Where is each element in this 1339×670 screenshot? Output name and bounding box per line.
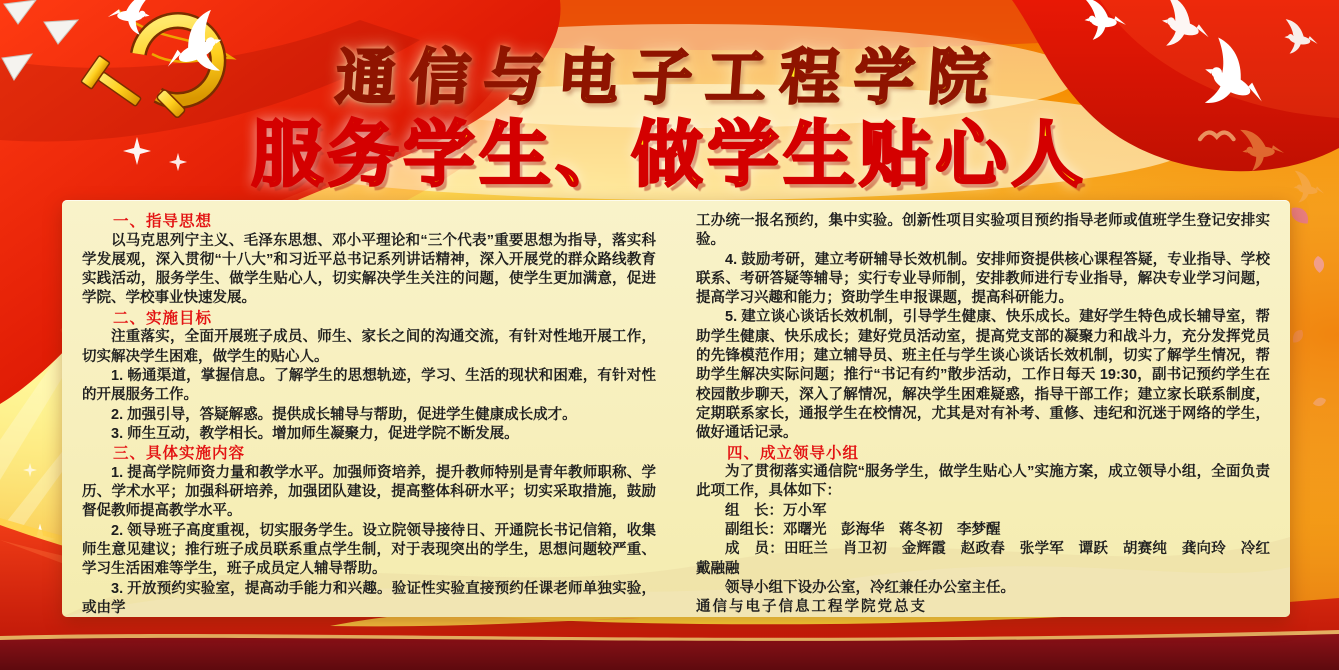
paragraph: 注重落实，全面开展班子成员、师生、家长之间的沟通交流，有针对性地开展工作，切实解决学生困难，做学生的贴心人。 [82, 329, 656, 365]
list-item: 3. 师生互动，教学相长。增加师生凝聚力，促进学院不断发展。 [111, 425, 519, 442]
signature: 通信与电子信息工程学院党总支 [696, 599, 927, 616]
content-panel [62, 200, 1290, 617]
list-item: 4. 鼓励考研，建立考研辅导长效机制。安排师资提供核心课程答疑，专业指导、学校联系、考研答疑等辅导；实行专业导师制，安排教师进行专业指导，解决专业学习问题，提高学习兴趣和能力；资助学生申报课题，提高科研能力。 [696, 251, 1270, 307]
section-heading-1: 一、指导思想 [113, 213, 213, 230]
college-title: 通信与电子工程学院 [333, 44, 1005, 111]
left-column [82, 212, 656, 616]
paragraph-continuation: 工办统一报名预约，集中实验。创新性项目实验项目预约指导老师或值班学生登记安排实验。 [696, 213, 1270, 249]
section-heading-3: 三、具体实施内容 [113, 445, 246, 463]
members-line: 成 员：田旺兰 肖卫初 金辉霞 赵政春 张学军 谭跃 胡赛纯 龚向玲 冷红 戴融融 [696, 541, 1285, 577]
paragraph: 为了贯彻落实通信院“服务学生，做学生贴心人”实施方案，成立领导小组，全面负责此项工作，具体如下： [696, 464, 1270, 500]
office-line: 领导小组下设办公室，冷红兼任办公室主任。 [725, 579, 1015, 596]
right-column [696, 212, 1285, 616]
list-item: 1. 提高学院师资力量和教学水平。加强师资培养，提升教师特别是青年教师职称、学历、学术水平；加强科研培养，加强团队建设，提高整体科研水平；切实采取措施，鼓励督促教师提高教学水平。 [82, 464, 656, 520]
section-heading-2: 二、实施目标 [113, 309, 213, 327]
list-item: 2. 加强引导，答疑解惑。提供成长辅导与帮助，促进学生健康成长成才。 [111, 406, 577, 423]
slogan-title: 服务学生、做学生贴心人 [251, 116, 1088, 195]
list-item: 3. 开放预约实验室，提高动手能力和兴趣。验证性实验直接预约任课老师单独实验，或由学 [82, 580, 656, 616]
leader-line: 组 长：万小军 [725, 502, 827, 519]
section-heading-4: 四、成立领导小组 [727, 444, 860, 462]
list-item: 5. 建立谈心谈话长效机制，引导学生健康、快乐成长。建好学生特色成长辅导室，帮助学生健康、快乐成长；建好党员活动室，提高党支部的凝聚力和战斗力，充分发挥党员的先锋模范作用；建立辅导员、班主任与学生谈心谈话长效机制，切实了解学生情况，帮助学生解决实际问题；推行“书记有约”散步活动，工作日每天 19:30，副书记预约学生在校园散步聊天，深入了解情况，解决学生困难疑惑，指导干部工作；建立家长联系制度，定期联系家长，通报学生在校情况，尤其是对有补考、重修、违纪和沉迷于网络的学生，做好通话记录。 [696, 309, 1270, 442]
deputy-line: 副组长：邓曙光 彭海华 蒋冬初 李梦醒 [725, 522, 1001, 539]
list-item: 1. 畅通渠道，掌握信息。了解学生的思想轨迹，学习、生活的现状和困难，有针对性的开展服务工作。 [82, 367, 656, 404]
paragraph: 以马克思列宁主义、毛泽东思想、邓小平理论和“三个代表”重要思想为指导，落实科学发展观，深入贯彻“十八大”和习近平总书记系列讲话精神，深入开展党的群众路线教育实践活动，服务学生、做学生贴心人，切实解决学生关注的问题，使学生更加满意，促进学院、学校事业快速发展。 [82, 232, 656, 307]
list-item: 2. 领导班子高度重视，切实服务学生。设立院领导接待日、开通院长书记信箱，收集师生意见建议；推行班子成员联系重点学生制，对于表现突出的学生，思想问题较严重、学习生活困难等学生，班子成员定人辅导帮助。 [82, 522, 656, 578]
